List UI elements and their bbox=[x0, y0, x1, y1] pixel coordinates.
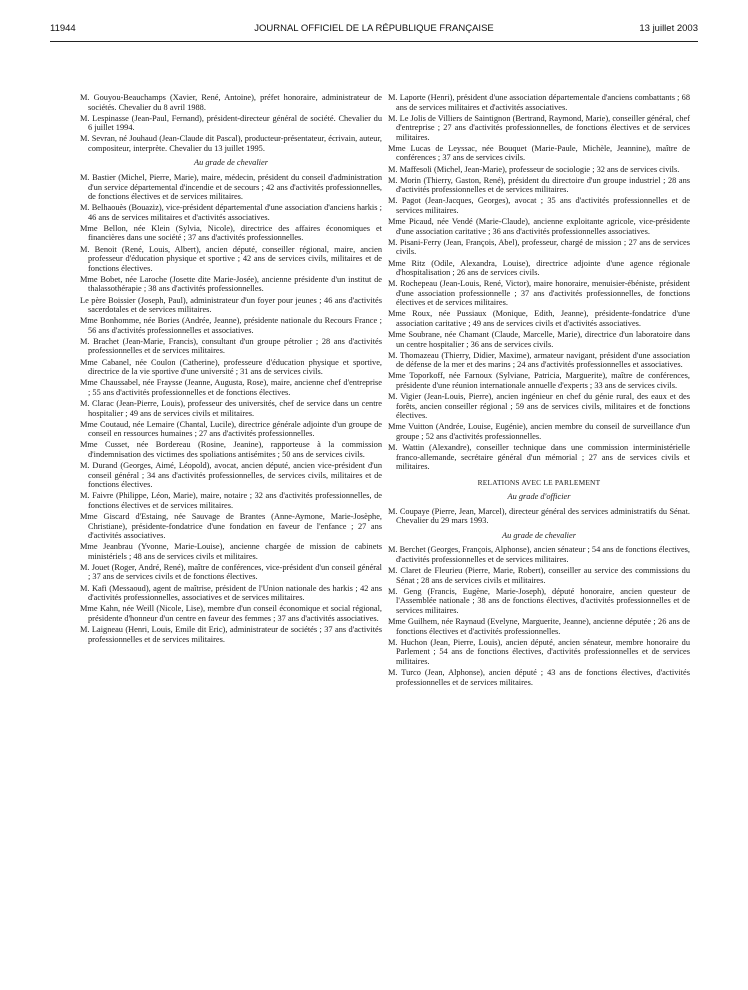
page-number: 11944 bbox=[50, 23, 76, 34]
list-item: M. Rochepeau (Jean-Louis, René, Victor), maire honoraire, menuisier-ébéniste, président d'une association professionnelle ; 37 ans d'activités professionnelles, de fonctions électives et de services militaires. bbox=[388, 279, 690, 308]
list-item: M. Morin (Thierry, Gaston, René), président du directoire d'un groupe industriel ; 28 ans d'activités professionnelles et de services militaires. bbox=[388, 175, 690, 195]
right-entries-b bbox=[388, 507, 690, 526]
list-item: M. Bastier (Michel, Pierre, Marie), maire, médecin, président du conseil d'administration d'un service départemental d'incendie et de secours ; 42 ans d'activités professionnelles, de fonctions électives et de services militaires. bbox=[80, 173, 382, 202]
list-item: Mme Toporkoff, née Farnoux (Sylviane, Patricia, Marguerite), maître de conférences, présidente d'une réunion internationale annuelle d'experts ; 33 ans de services civils. bbox=[388, 371, 690, 391]
list-item: Mme Soubrane, née Chamant (Claude, Marcelle, Marie), directrice d'un laboratoire dans un centre hospitalier ; 36 ans de services civils. bbox=[388, 330, 690, 349]
list-item: Mme Guilhem, née Raynaud (Evelyne, Marguerite, Jeanne), ancienne députée ; 26 ans de fonctions électives et d'activités professionnelles. bbox=[388, 617, 690, 636]
list-item: M. Clarac (Jean-Pierre, Louis), professeur des universités, chef de service dans un centre hospitalier ; 49 ans de services civils et militaires. bbox=[80, 398, 382, 418]
journal-title: JOURNAL OFFICIEL DE LA RÉPUBLIQUE FRANÇAISE bbox=[254, 23, 494, 34]
left-entries-a bbox=[80, 93, 382, 153]
list-item: M. Lespinasse (Jean-Paul, Fernand), président-directeur général de société. Chevalier du 6 juillet 1994. bbox=[80, 113, 382, 133]
list-item: M. Brachet (Jean-Marie, Francis), consultant d'un groupe pétrolier ; 28 ans d'activités professionnelles et de services militaires. bbox=[80, 336, 382, 356]
list-item: Mme Bobet, née Laroche (Josette dite Marie-Josée), ancienne présidente d'un institut de thalassothérapie ; 38 ans d'activités professionnelles. bbox=[80, 274, 382, 294]
list-item: M. Kafi (Messaoud), agent de maîtrise, président de l'Union nationale des harkis ; 42 ans d'activités professionnelles, associatives et de services militaires. bbox=[80, 583, 382, 603]
list-item: M. Coupaye (Pierre, Jean, Marcel), directeur général des services administratifs du Sénat. Chevalier du 29 mars 1993. bbox=[388, 506, 690, 526]
list-item: M. Durand (Georges, Aimé, Léopold), avocat, ancien député, ancien vice-président d'un conseil général ; 34 ans d'activités professionnelles, de services civils, militaires et de fonctions électives. bbox=[80, 461, 382, 490]
list-item: M. Vigier (Jean-Louis, Pierre), ancien ingénieur en chef du génie rural, des eaux et des forêts, ancien conseiller régional ; 59 ans de services civils, militaires et de fonctions électives. bbox=[388, 392, 690, 421]
right-entries-c bbox=[388, 545, 690, 687]
list-item: M. Laporte (Henri), président d'une association départementale d'anciens combattants ; 68 ans de services militaires et d'activités associatives. bbox=[388, 93, 690, 112]
right-column bbox=[388, 93, 690, 689]
list-item: Mme Cabanel, née Coulon (Catherine), professeure d'éducation physique et sportive, directrice de la vie sportive d'une université ; 31 ans de services civils. bbox=[80, 357, 382, 377]
list-item: M. Pisani-Ferry (Jean, François, Abel), professeur, chargé de mission ; 27 ans de services civils. bbox=[388, 237, 690, 257]
list-item: M. Le Jolis de Villiers de Saintignon (Bertrand, Raymond, Marie), conseiller général, chef d'entreprise ; 27 ans d'activités professionnelles, de fonctions électives et de services militaires. bbox=[388, 113, 690, 142]
list-item: M. Laigneau (Henri, Louis, Emile dit Eric), administrateur de sociétés ; 37 ans d'activités professionnelles et de services militaires. bbox=[80, 624, 382, 644]
grade-heading-chevalier: Au grade de chevalier bbox=[194, 158, 268, 168]
list-item: Mme Bellon, née Klein (Sylvia, Nicole), directrice des affaires économiques et financières dans une société ; 37 ans d'activités professionnelles. bbox=[80, 223, 382, 243]
list-item: Le père Boissier (Joseph, Paul), administrateur d'un foyer pour jeunes ; 46 ans d'activités sacerdotales et de services militaires. bbox=[80, 295, 382, 315]
list-item: Mme Jeanbrau (Yvonne, Marie-Louise), ancienne chargée de mission de cabinets ministériels ; 48 ans de services civils et militaires. bbox=[80, 542, 382, 561]
list-item: Mme Roux, née Pussiaux (Monique, Edith, Jeanne), présidente-fondatrice d'une association caritative ; 49 ans de services civils et d'activités associatives. bbox=[388, 309, 690, 328]
left-entries-b bbox=[80, 173, 382, 644]
list-item: M. Berchet (Georges, François, Alphonse), ancien sénateur ; 54 ans de fonctions électives, d'activités professionnelles et de services militaires. bbox=[388, 545, 690, 565]
list-item: M. Maffesoli (Michel, Jean-Marie), professeur de sociologie ; 32 ans de services civils. bbox=[388, 164, 680, 174]
list-item: M. Wattin (Alexandre), conseiller technique dans une commission interministérielle franco-allemande, secrétaire général d'un mémorial ; 27 ans de services civils et militaires. bbox=[388, 443, 690, 472]
list-item: Mme Picaud, née Vendé (Marie-Claude), ancienne exploitante agricole, vice-présidente d'une association caritative ; 36 ans d'activités professionnelles associatives. bbox=[388, 217, 690, 236]
list-item: Mme Bonhomme, née Bories (Andrée, Jeanne), présidente nationale du Recours France ; 56 ans d'activités professionnelles et associatives. bbox=[80, 316, 382, 335]
list-item: M. Turco (Jean, Alphonse), ancien député ; 43 ans de fonctions électives, d'activités professionnelles et de services militaires. bbox=[388, 668, 690, 687]
list-item: M. Claret de Fleurieu (Pierre, Marie, Robert), conseiller au service des commissions du Sénat ; 28 ans de services civils et militaires. bbox=[388, 566, 690, 585]
list-item: M. Thomazeau (Thierry, Didier, Maxime), armateur navigant, président d'une association de défense de la mer et des marins ; 24 ans d'activités professionnelles et associatives. bbox=[388, 350, 690, 370]
header-rule bbox=[50, 41, 698, 42]
list-item: M. Faivre (Philippe, Léon, Marie), maire, notaire ; 32 ans d'activités professionnelles, de fonctions électives et de services militaires. bbox=[80, 491, 382, 510]
list-item: M. Pagot (Jean-Jacques, Georges), avocat ; 35 ans d'activités professionnelles et de services militaires. bbox=[388, 196, 690, 215]
list-item: Mme Kahn, née Weill (Nicole, Lise), membre d'un conseil économique et social régional, présidente d'honneur d'un centre en faveur des femmes ; 37 ans d'activités associatives. bbox=[80, 604, 382, 623]
list-item: M. Geng (Francis, Eugène, Marie-Joseph), député honoraire, ancien questeur de l'Assemblée nationale ; 38 ans de fonctions électives, d'activités professionnelles et de services militaires. bbox=[388, 586, 690, 615]
list-item: Mme Coutaud, née Lemaire (Chantal, Lucile), directrice générale adjointe d'un groupe de conseil en ressources humaines ; 27 ans d'activités professionnelles. bbox=[80, 419, 382, 439]
list-item: M. Benoit (René, Louis, Albert), ancien député, conseiller régional, maire, ancien professeur d'éducation physique et sportive ; 42 ans de services civils, militaires et de fonctions électives. bbox=[80, 244, 382, 273]
list-item: Mme Lucas de Leyssac, née Bouquet (Marie-Paule, Michèle, Jeannine), maître de conférences ; 37 ans de services civils. bbox=[388, 143, 690, 163]
list-item: M. Sevran, né Jouhaud (Jean-Claude dit Pascal), producteur-présentateur, écrivain, auteur, compositeur, interprète. Chevalier du 13 juillet 1995. bbox=[80, 134, 382, 153]
list-item: Mme Vuitton (Andrée, Louise, Eugénie), ancien membre du conseil de surveillance d'un groupe ; 52 ans d'activités professionnelles. bbox=[388, 422, 690, 441]
list-item: Mme Ritz (Odile, Alexandra, Louise), directrice adjointe d'une agence régionale d'hospitalisation ; 26 ans de services civils. bbox=[388, 258, 690, 278]
section-title: RELATIONS AVEC LE PARLEMENT bbox=[477, 477, 601, 487]
list-item: M. Jouet (Roger, André, René), maître de conférences, vice-président d'un conseil général ; 37 ans de services civils et de fonctions électives. bbox=[80, 562, 382, 582]
list-item: Mme Chaussabel, née Fraysse (Jeanne, Augusta, Rose), maire, ancienne chef d'entreprise ; 55 ans d'activités professionnelles et de fonctions électives. bbox=[80, 378, 382, 397]
right-entries-a bbox=[388, 93, 690, 472]
list-item: Mme Cusset, née Bordereau (Rosine, Jeanine), rapporteuse à la commission d'indemnisation des victimes des spoliations antisémites ; 50 ans de services civils. bbox=[80, 440, 382, 459]
list-item: M. Huchon (Jean, Pierre, Louis), ancien député, ancien sénateur, membre honoraire du Parlement ; 54 ans de fonctions électives, d'activités professionnelles et de services militaires. bbox=[388, 637, 690, 666]
list-item: Mme Giscard d'Estaing, née Sauvage de Brantes (Anne-Aymone, Marie-Josèphe, Christiane), présidente-fondatrice d'une fondation en faveur de l'enfance ; 27 ans d'activités associatives. bbox=[80, 511, 382, 541]
issue-date: 13 juillet 2003 bbox=[639, 23, 698, 34]
left-column bbox=[80, 93, 382, 646]
list-item: M. Belhaouès (Bouaziz), vice-président départemental d'une association d'anciens harkis ; 46 ans de services militaires et d'activités associatives. bbox=[80, 203, 382, 222]
list-item: M. Gouyou-Beauchamps (Xavier, René, Antoine), préfet honoraire, administrateur de sociétés. Chevalier du 8 avril 1988. bbox=[80, 93, 382, 112]
grade-heading-chevalier-parlement: Au grade de chevalier bbox=[502, 530, 576, 540]
grade-heading-officier: Au grade d'officier bbox=[507, 492, 571, 502]
page-header bbox=[50, 23, 698, 37]
